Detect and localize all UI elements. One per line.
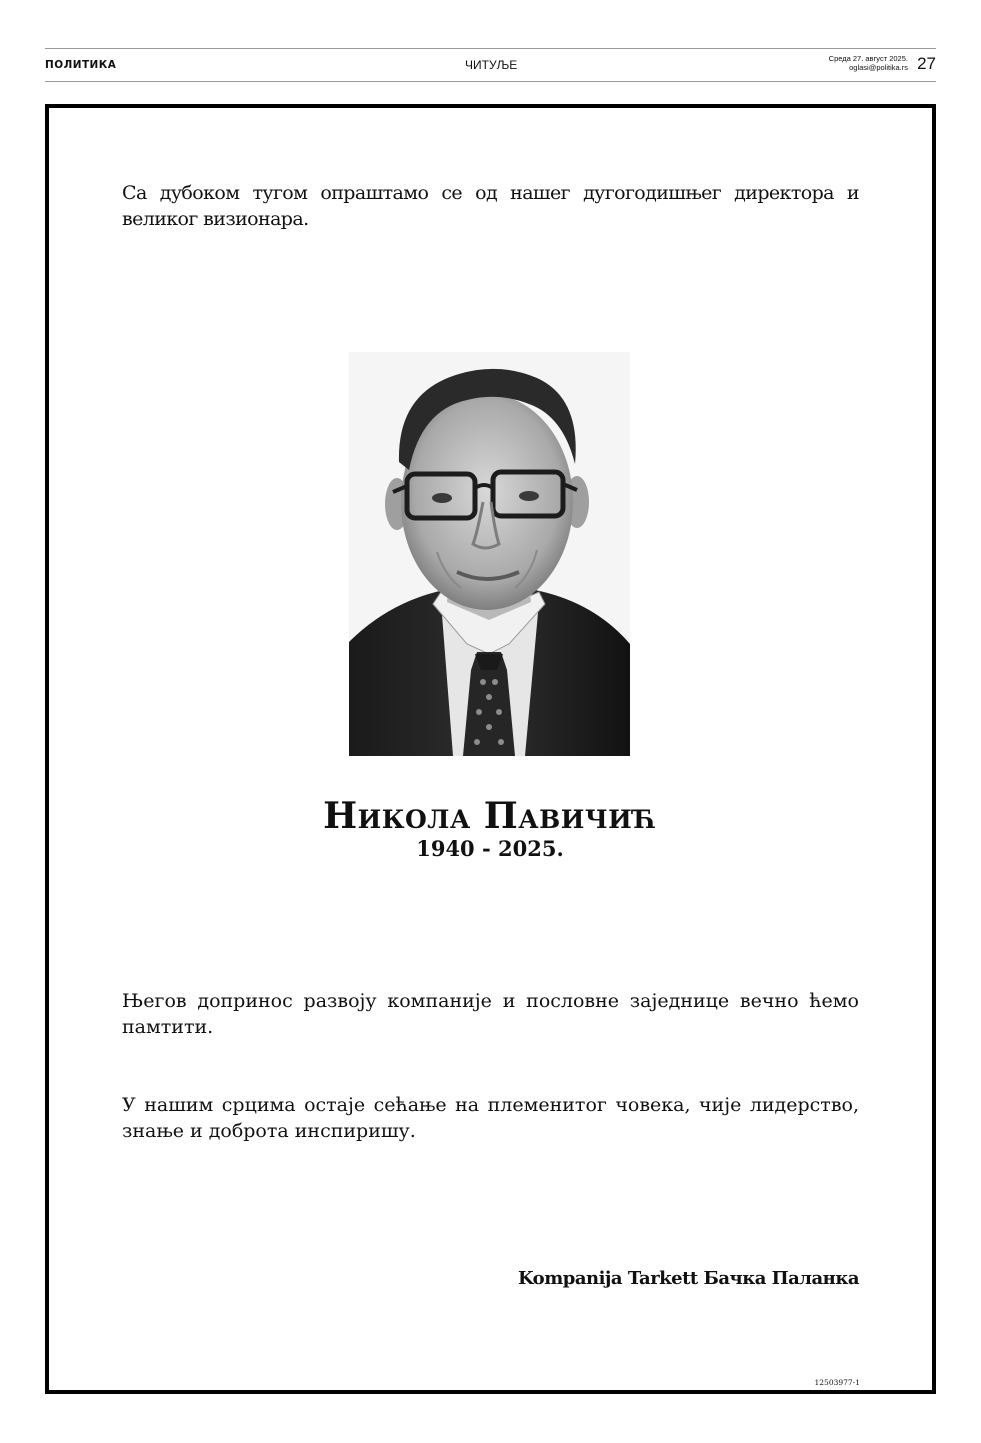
- legacy-paragraph: Његов допринос развоју компаније и пословне заједнице вечно ћемо памтити.: [122, 990, 859, 1038]
- page-header: [45, 48, 936, 82]
- issue-date: Среда 27. август 2025.: [828, 54, 908, 63]
- section-title: ЧИТУЉЕ: [465, 58, 518, 72]
- memory-paragraph: У нашим срцима остаје сећање на племенитог човека, чије лидерство, знање и доброта инспиришу.: [122, 1094, 859, 1142]
- newspaper-masthead: ПОЛИТИКА: [45, 58, 117, 71]
- page-number: 27: [917, 54, 936, 73]
- portrait-photo: [349, 352, 630, 756]
- intro-paragraph: Са дубоком тугом опраштамо се од нашег дугогодишњег директора и великог визионара.: [122, 182, 859, 230]
- portrait-illustration: [349, 352, 630, 756]
- signature-company: Kompanija Tarkett Бачка Паланка: [517, 1268, 859, 1289]
- ad-code: 12503977-1: [814, 1378, 860, 1387]
- header-date-block: [829, 54, 908, 72]
- deceased-name: Никола Павичић: [323, 795, 657, 837]
- ads-email[interactable]: oglasi@politika.rs: [849, 63, 908, 72]
- life-dates: 1940 - 2025.: [416, 836, 564, 861]
